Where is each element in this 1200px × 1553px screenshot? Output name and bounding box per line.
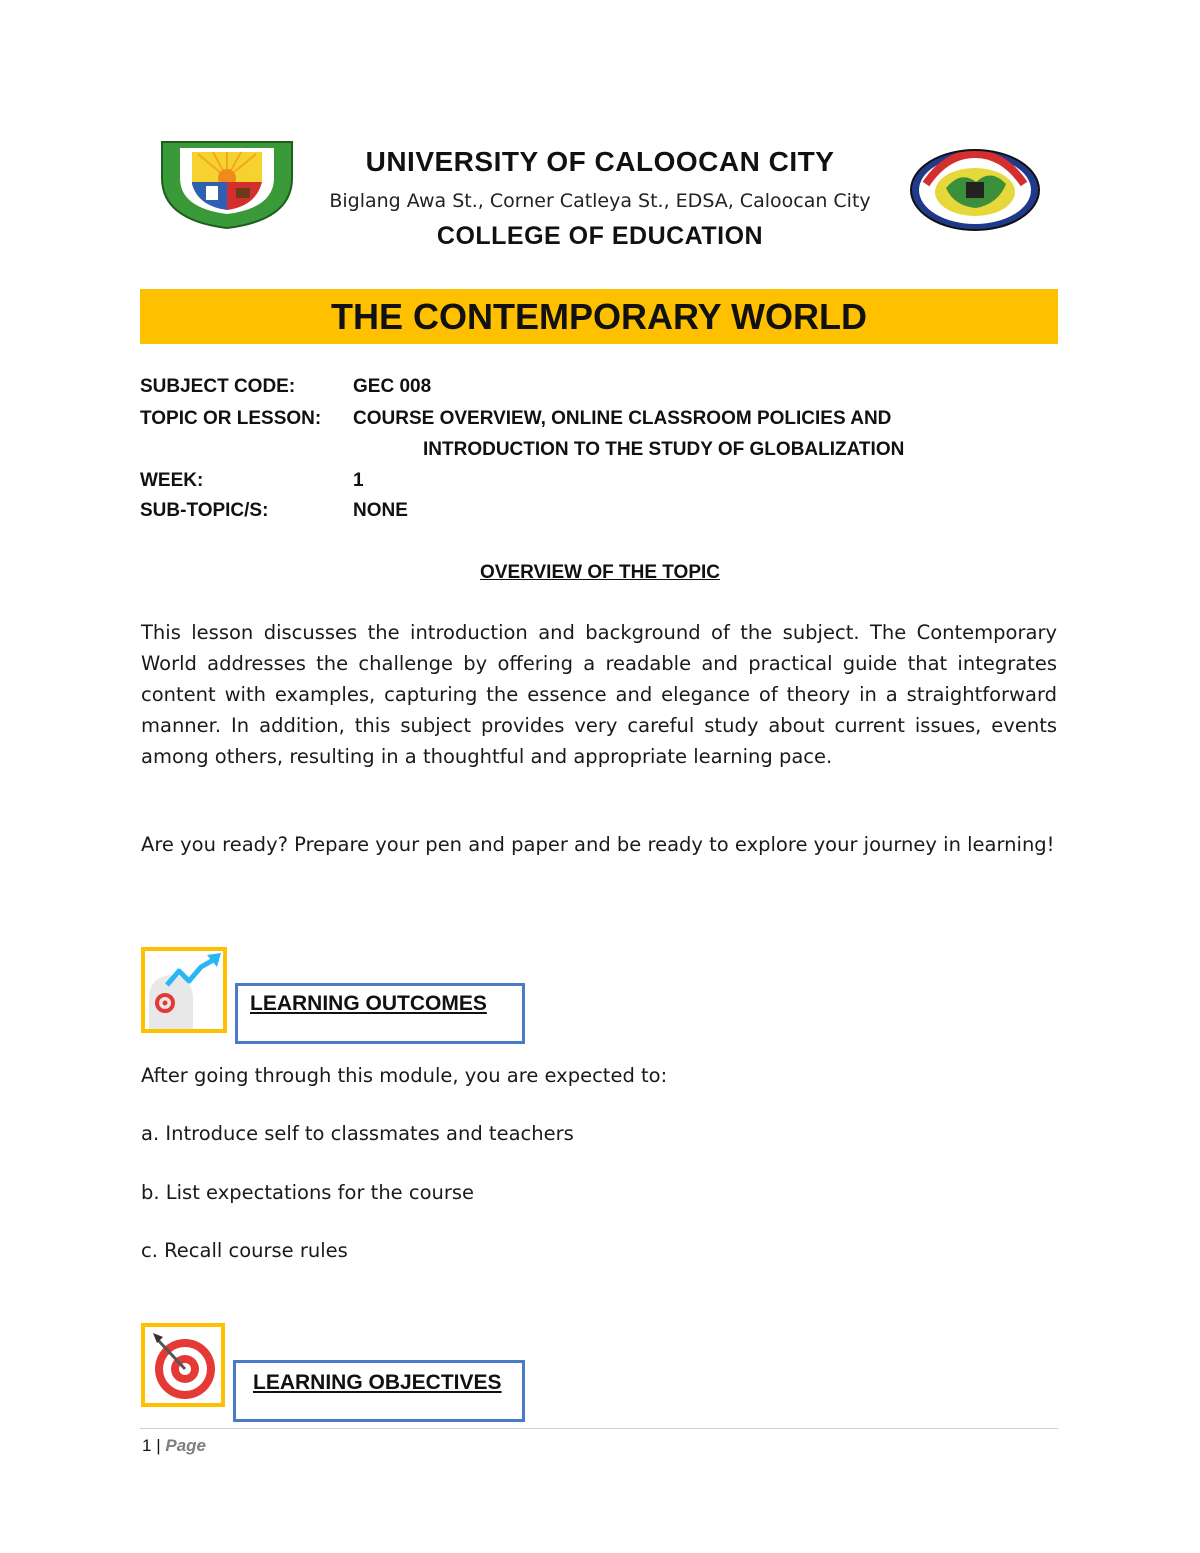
university-address: Biglang Awa St., Corner Catleya St., EDSA, Caloocan City: [329, 190, 871, 212]
ready-paragraph: Are you ready? Prepare your pen and paper and be ready to explore your journey in learning!: [141, 833, 1055, 856]
learning-outcomes-heading: LEARNING OUTCOMES: [250, 992, 487, 1015]
page-word: Page: [165, 1436, 206, 1455]
subject-code-value: GEC 008: [353, 376, 432, 397]
page-footer: [142, 1436, 206, 1456]
overview-heading: OVERVIEW OF THE TOPIC: [480, 562, 720, 583]
topic-label: TOPIC OR LESSON:: [140, 408, 322, 429]
learning-objectives-heading: LEARNING OBJECTIVES: [253, 1371, 502, 1394]
learning-objectives-box: [233, 1360, 525, 1422]
week-label: WEEK:: [140, 470, 204, 491]
outcome-item-c: c. Recall course rules: [141, 1239, 348, 1262]
subject-code-label: SUBJECT CODE:: [140, 376, 296, 397]
subtopic-value: NONE: [353, 500, 408, 521]
university-seal-logo: [158, 138, 296, 230]
college-name: COLLEGE OF EDUCATION: [436, 222, 764, 250]
learning-outcomes-box: [235, 983, 525, 1044]
learning-outcomes-icon: [141, 947, 227, 1033]
university-name: UNIVERSITY OF CALOOCAN CITY: [365, 146, 835, 177]
course-title-banner: [140, 289, 1058, 344]
overview-paragraph: This lesson discusses the introduction and background of the subject. The Contemporary World addresses the challenge by offering a readable and practical guide that integrates content with examples, capturing the essence and elegance of theory in a straightforward manner. In addition, this subject provides very careful study about current issues, events among others, resulting in a thoughtful and appropriate learning pace.: [141, 621, 1057, 768]
outcomes-intro: After going through this module, you are expected to:: [141, 1064, 668, 1087]
page-number: 1: [142, 1436, 152, 1455]
page-separator: |: [156, 1436, 161, 1455]
outcome-item-b: b. List expectations for the course: [141, 1181, 475, 1204]
learning-objectives-target-icon: [141, 1323, 225, 1407]
topic-value-line1: COURSE OVERVIEW, ONLINE CLASSROOM POLICIES AND: [353, 408, 892, 429]
topic-value-line2: INTRODUCTION TO THE STUDY OF GLOBALIZATION: [423, 439, 905, 460]
footer-divider: [140, 1428, 1058, 1429]
education-seal-logo: [906, 148, 1044, 232]
subtopic-label: SUB-TOPIC/S:: [140, 500, 269, 521]
week-value: 1: [353, 470, 364, 491]
outcome-item-a: a. Introduce self to classmates and teachers: [141, 1122, 574, 1145]
course-title: THE CONTEMPORARY WORLD: [331, 295, 867, 337]
